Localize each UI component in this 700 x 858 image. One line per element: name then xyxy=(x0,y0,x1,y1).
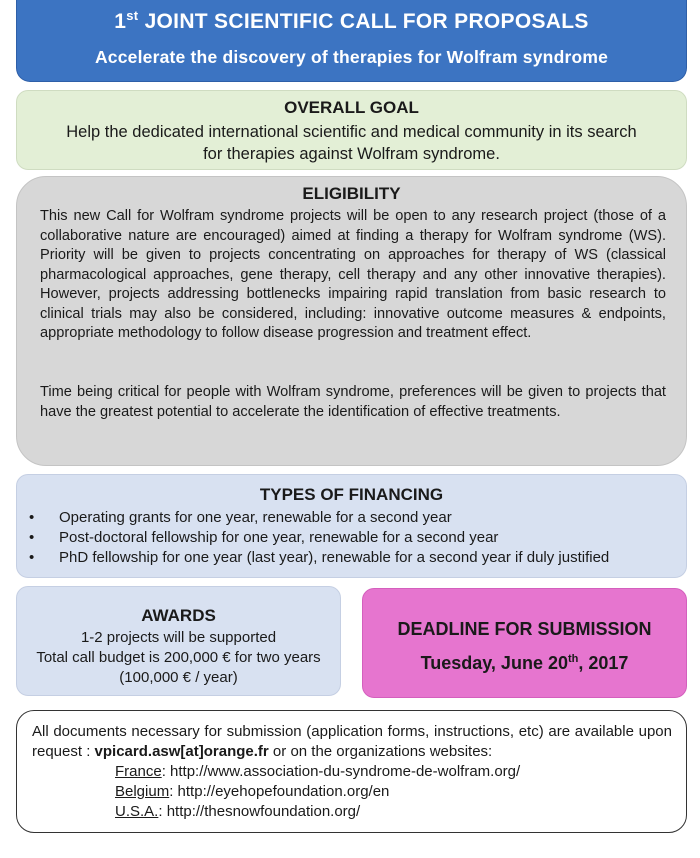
bullet-icon: • xyxy=(29,509,35,526)
list-item-text: PhD fellowship for one year (last year), renewable for a second year if duly justified xyxy=(59,549,610,566)
deadline-date xyxy=(363,653,686,674)
documents-text-outro: or on the organizations websites: xyxy=(268,743,493,760)
country-label[interactable]: Belgium xyxy=(115,783,170,800)
awards-heading: AWARDS xyxy=(141,606,216,625)
awards-section xyxy=(16,586,341,696)
list-item xyxy=(29,508,676,528)
list-item-text: Operating grants for one year, renewable for a second year xyxy=(59,509,452,526)
documents-section xyxy=(16,710,687,833)
page-title xyxy=(17,8,686,34)
link-separator: : xyxy=(161,763,166,780)
eligibility-heading: ELIGIBILITY xyxy=(302,184,401,203)
overall-goal-section xyxy=(16,90,687,170)
title-text: JOINT SCIENTIFIC CALL FOR PROPOSALS xyxy=(138,10,589,33)
documents-text-intro: All documents necessary for submission (application forms, instructions, etc) are available upon request : xyxy=(32,723,672,760)
list-item-text: Post-doctoral fellowship for one year, renewable for a second year xyxy=(59,529,499,546)
eligibility-paragraph-2: Time being critical for people with Wolfram syndrome, preferences will be given to projects that have the greatest potential to accelerate the identification of effective treatments. xyxy=(40,384,666,420)
list-item xyxy=(29,548,676,568)
deadline-section xyxy=(362,588,687,698)
bullet-icon: • xyxy=(29,549,35,566)
bullet-icon: • xyxy=(29,529,35,546)
eligibility-section xyxy=(16,176,687,466)
link-separator: : xyxy=(158,803,163,820)
deadline-date-ordinal: th xyxy=(567,653,579,665)
awards-line-2: Total call budget is 200,000 € for two years (100,000 € / year) xyxy=(36,649,321,686)
website-links xyxy=(115,762,520,822)
link-separator: : xyxy=(169,783,174,800)
website-url[interactable]: http://thesnowfoundation.org/ xyxy=(166,803,361,820)
eligibility-paragraph-1: This new Call for Wolfram syndrome projects will be open to any research project (those of a collaborative nature are encouraged) aimed at finding a therapy for Wolfram syndrome (WS). Priority will be given to projects concentrating on approaches for therapy of WS (classical pharmacological approaches, gene therapy, cell therapy and any other innovative therapies). However, projects addressing bottlenecks impairing rapid translation from basic research to clinical trials may also be considered, including: innovative outcome measures & endpoints, appropriate methodology to follow disease progression and treatment effect. xyxy=(40,208,666,341)
header-banner xyxy=(16,0,687,82)
overall-goal-heading: OVERALL GOAL xyxy=(284,98,419,117)
deadline-heading: DEADLINE FOR SUBMISSION xyxy=(397,619,652,639)
title-number: 1 xyxy=(114,10,127,33)
financing-section xyxy=(16,474,687,578)
contact-email[interactable]: vpicard.asw[at]orange.fr xyxy=(94,743,269,760)
financing-list xyxy=(29,508,676,568)
website-link-france[interactable] xyxy=(115,762,520,782)
website-url[interactable]: http://eyehopefoundation.org/en xyxy=(177,783,390,800)
title-ordinal-suffix: st xyxy=(126,8,139,23)
deadline-date-main: Tuesday, June 20 xyxy=(420,653,568,673)
website-link-usa[interactable] xyxy=(115,802,520,822)
deadline-date-year: , 2017 xyxy=(578,653,629,673)
page-subtitle: Accelerate the discovery of therapies for Wolfram syndrome xyxy=(94,47,609,67)
website-url[interactable]: http://www.association-du-syndrome-de-wolfram.org/ xyxy=(170,763,521,780)
website-link-belgium[interactable] xyxy=(115,782,520,802)
financing-heading: TYPES OF FINANCING xyxy=(259,485,444,504)
awards-line-1: 1-2 projects will be supported xyxy=(80,629,277,646)
awards-text xyxy=(27,628,330,688)
country-label[interactable]: France xyxy=(115,763,162,780)
country-label[interactable]: U.S.A. xyxy=(115,803,159,820)
list-item xyxy=(29,528,676,548)
documents-text xyxy=(32,722,672,762)
overall-goal-text: Help the dedicated international scientific and medical community in its search for therapies against Wolfram syndrome. xyxy=(66,123,637,163)
